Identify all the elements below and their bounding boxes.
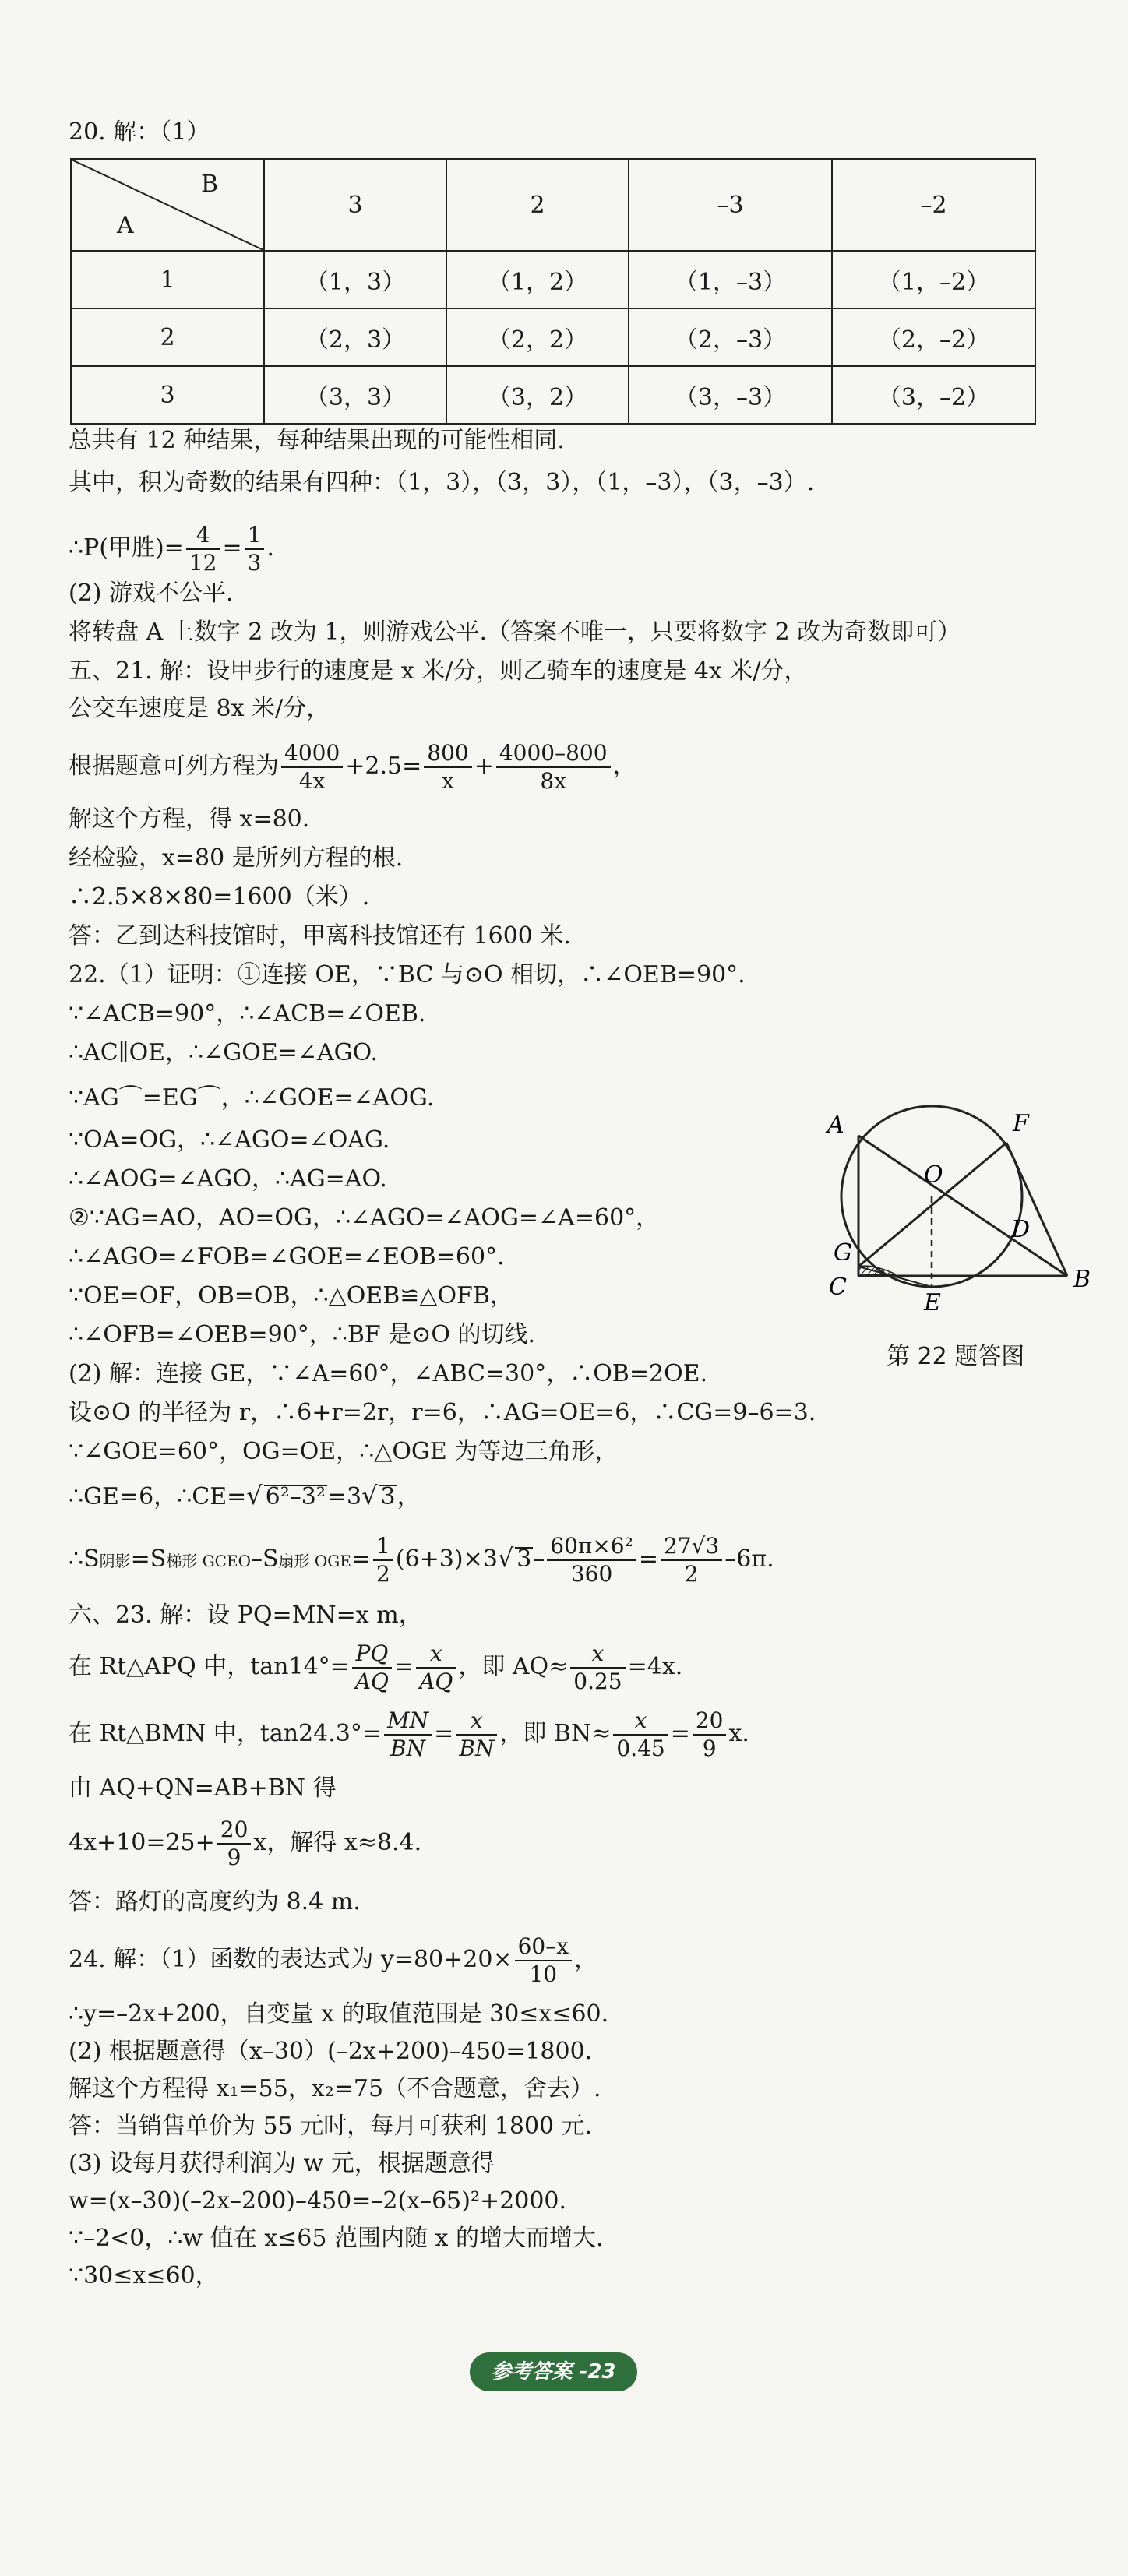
text: – xyxy=(533,1545,545,1573)
q23-line: 六、23. 解：设 PQ=MN=x m， xyxy=(69,1602,422,1629)
table-row xyxy=(71,251,1035,308)
numerator: x xyxy=(456,1710,497,1736)
q22-line: ∴∠AOG=∠AGO，∴AG=AO. xyxy=(69,1165,387,1193)
q20-line: (2) 游戏不公平. xyxy=(69,580,234,607)
text: =S xyxy=(130,1545,167,1573)
numerator: x xyxy=(613,1710,668,1736)
numerator: MN xyxy=(384,1710,432,1736)
q21-line: ∴2.5×8×80=1600（米）. xyxy=(69,883,370,911)
fraction xyxy=(613,1707,668,1761)
numerator: 4 xyxy=(186,524,220,550)
label-f: F xyxy=(1013,1110,1029,1137)
q22-line: ∵AG⌒=EG⌒，∴∠GOE=∠AOG. xyxy=(69,1084,435,1112)
fraction xyxy=(496,742,611,792)
q22-line: 22.（1）证明：①连接 OE，∵BC 与⊙O 相切，∴∠OEB=90°. xyxy=(69,961,746,988)
table-cell: （2，3） xyxy=(264,308,446,366)
q23-solve-line xyxy=(69,1812,1081,1874)
denominator: 3 xyxy=(247,550,262,576)
numerator: 1 xyxy=(373,1535,393,1561)
fraction xyxy=(661,1535,722,1585)
numerator: 20 xyxy=(693,1710,727,1736)
text: = xyxy=(434,1720,454,1747)
label-g: G xyxy=(834,1239,852,1267)
q24-line: 解这个方程得 x₁=55，x₂=75（不合题意，舍去）. xyxy=(69,2075,601,2102)
text: = xyxy=(394,1653,414,1680)
denominator: 2 xyxy=(376,1561,390,1587)
table-cell: （3，2） xyxy=(446,366,629,424)
col-header: 2 xyxy=(446,159,629,251)
table-cell: （3，3） xyxy=(264,366,446,424)
q21-equation xyxy=(69,735,1081,798)
text: 4x+10=25+ xyxy=(69,1829,215,1856)
row-label: A xyxy=(117,212,134,239)
q22-line: ∴∠AGO=∠FOB=∠GOE=∠EOB=60°. xyxy=(69,1243,505,1270)
corner-diagonal xyxy=(72,160,263,250)
q24-line: (3) 设每月获得利润为 w 元，根据题意得 xyxy=(69,2150,495,2177)
numerator: 27√3 xyxy=(661,1535,722,1561)
text: 24. 解：（1）函数的表达式为 y=80+20× xyxy=(69,1946,513,1973)
q24-line: w=(x–30)(–2x–200)–450=–2(x–65)²+2000. xyxy=(69,2187,567,2215)
col-header: –3 xyxy=(629,159,832,251)
radicand: 6²–3² xyxy=(265,1483,326,1510)
table-corner-cell xyxy=(71,159,264,251)
numerator: 800 xyxy=(424,742,471,768)
text: ， xyxy=(574,1946,597,1973)
q21-line: 五、21. 解：设甲步行的速度是 x 米/分，则乙骑车的速度是 4x 米/分， xyxy=(69,657,808,685)
denominator: AQ xyxy=(354,1669,389,1694)
q24-line: ∵30≤x≤60， xyxy=(69,2262,219,2289)
q24-line: (2) 根据题意得（x–30）(–2x+200)–450=1800. xyxy=(69,2038,593,2065)
text: 在 Rt△APQ 中，tan14°= xyxy=(69,1653,350,1680)
denominator: 9 xyxy=(702,1736,717,1761)
fraction xyxy=(570,1640,625,1694)
fraction xyxy=(373,1535,393,1585)
q24-line: 答：当销售单价为 55 元时，每月可获利 1800 元. xyxy=(69,2113,593,2140)
table-cell: （1，–2） xyxy=(832,251,1035,308)
table-cell: （3，–2） xyxy=(832,366,1035,424)
fraction xyxy=(424,742,471,792)
table-cell: （2，–3） xyxy=(629,308,832,366)
text: =4x. xyxy=(627,1653,683,1680)
fraction xyxy=(416,1640,456,1694)
numerator: 1 xyxy=(245,524,265,550)
q21-line: 经检验，x=80 是所列方程的根. xyxy=(69,844,404,872)
text: ∴S xyxy=(69,1545,100,1573)
q20-line: 将转盘 A 上数字 2 改为 1，则游戏公平.（答案不唯一，只要将数字 2 改为奇数即可） xyxy=(69,618,961,646)
numerator: 4000 xyxy=(281,742,343,768)
radical-sign: √ xyxy=(497,1543,514,1573)
table-cell: （1，2） xyxy=(446,251,629,308)
row-header: 1 xyxy=(71,251,264,308)
denominator: 8x xyxy=(540,768,566,794)
text: ∴GE=6，∴CE= xyxy=(69,1483,247,1510)
radical-sign: √ xyxy=(246,1481,263,1510)
fraction xyxy=(281,742,343,792)
row-header: 2 xyxy=(71,308,264,366)
denominator: AQ xyxy=(419,1669,453,1694)
q24-line: ∴y=–2x+200，自变量 x 的取值范围是 30≤x≤60. xyxy=(69,2000,609,2028)
label-e: E xyxy=(924,1289,941,1316)
subscript: 梯形 GCEO xyxy=(166,1552,251,1570)
denominator: 10 xyxy=(529,1961,558,1987)
text: ∴P(甲胜)= xyxy=(69,534,184,562)
denominator: x xyxy=(442,768,454,794)
q21-line: 解这个方程，得 x=80. xyxy=(69,805,310,833)
numerator: x xyxy=(570,1643,625,1669)
fraction xyxy=(456,1707,497,1761)
q20-line: 总共有 12 种结果，每种结果出现的可能性相同. xyxy=(69,427,565,454)
denominator: 0.45 xyxy=(616,1736,665,1761)
q22-ce-line xyxy=(69,1480,1081,1513)
table-cell: （1，3） xyxy=(264,251,446,308)
q22-area-line xyxy=(69,1527,1081,1592)
fraction xyxy=(547,1535,636,1585)
radicand: 3 xyxy=(380,1483,396,1510)
col-header: 3 xyxy=(264,159,446,251)
q22-line: 设⊙O 的半径为 r，∴6+r=2r，r=6，∴AG=OE=6，∴CG=9–6=3. xyxy=(69,1399,816,1426)
radicand: 3 xyxy=(516,1545,532,1573)
text: 在 Rt△BMN 中，tan24.3°= xyxy=(69,1720,382,1747)
table-cell: （3，–3） xyxy=(629,366,832,424)
q23-aq-line xyxy=(69,1636,1081,1698)
fraction xyxy=(245,524,265,574)
numerator: x xyxy=(416,1643,456,1669)
label-d: D xyxy=(1011,1216,1031,1243)
q20-line: 其中，积为奇数的结果有四种：（1，3），（3，3），（1，–3），（3，–3）. xyxy=(69,469,815,496)
table-cell: （2，2） xyxy=(446,308,629,366)
row-header: 3 xyxy=(71,366,264,424)
label-b: B xyxy=(1073,1266,1091,1293)
table-header-row xyxy=(71,159,1035,251)
text: ， xyxy=(612,752,636,780)
q21-line: 公交车速度是 8x 米/分， xyxy=(69,695,330,722)
q22-line: ∴∠OFB=∠OEB=90°，∴BF 是⊙O 的切线. xyxy=(69,1321,536,1348)
fraction xyxy=(515,1933,572,1987)
fraction xyxy=(217,1819,252,1869)
numerator: PQ xyxy=(352,1643,392,1669)
subscript: 扇形 OGE xyxy=(278,1552,351,1570)
text: x，解得 x≈8.4. xyxy=(253,1829,422,1856)
numerator: 20 xyxy=(217,1819,252,1845)
text: ，即 AQ≈ xyxy=(458,1653,569,1680)
text: =3 xyxy=(326,1483,362,1510)
numerator: 60π×6² xyxy=(547,1535,636,1561)
table-row xyxy=(71,366,1035,424)
denominator: 12 xyxy=(189,550,217,576)
text: = xyxy=(670,1720,690,1747)
denominator: BN xyxy=(390,1736,426,1761)
q24-function-line xyxy=(69,1929,1081,1991)
denominator: 2 xyxy=(684,1561,699,1587)
text: + xyxy=(474,752,494,780)
denominator: 4x xyxy=(298,768,326,794)
q23-bn-line xyxy=(69,1703,1081,1765)
denominator: 360 xyxy=(570,1561,613,1587)
label-c: C xyxy=(829,1274,847,1301)
q20-probability xyxy=(69,517,1081,580)
q24-line: ∵–2<0，∴w 值在 x≤65 范围内随 x 的增大而增大. xyxy=(69,2225,604,2252)
q22-line: ②∵AG=AO，AO=OG，∴∠AGO=∠AOG=∠A=60°， xyxy=(69,1204,660,1232)
outcome-table xyxy=(70,158,1036,425)
text: . xyxy=(266,534,274,562)
text: +2.5= xyxy=(345,752,422,780)
q22-line: ∵∠GOE=60°，OG=OE，∴△OGE 为等边三角形， xyxy=(69,1438,619,1465)
denominator: BN xyxy=(459,1736,495,1761)
q22-line: ∵∠ACB=90°，∴∠ACB=∠OEB. xyxy=(69,1000,426,1027)
text: –6π. xyxy=(724,1545,774,1573)
numerator: 4000–800 xyxy=(496,742,611,768)
q23-line: 答：路灯的高度约为 8.4 m. xyxy=(69,1888,361,1915)
q22-line: ∴AC∥OE，∴∠GOE=∠AGO. xyxy=(69,1039,379,1066)
text: x. xyxy=(728,1720,749,1747)
text: (6+3)×3 xyxy=(395,1545,498,1573)
q20-heading: 20. 解：（1） xyxy=(69,118,210,146)
text: ，即 BN≈ xyxy=(499,1720,612,1747)
text: = xyxy=(351,1545,372,1573)
numerator: 60–x xyxy=(515,1936,572,1961)
text: = xyxy=(638,1545,658,1573)
label-o: O xyxy=(924,1161,943,1189)
table-row xyxy=(71,308,1035,366)
radical-sign: √ xyxy=(361,1481,378,1510)
fraction xyxy=(186,524,220,574)
q22-line: ∵OA=OG，∴∠AGO=∠OAG. xyxy=(69,1126,390,1154)
shaded-region xyxy=(858,1266,896,1275)
text: 根据题意可列方程为 xyxy=(69,752,279,780)
table-cell: （2，–2） xyxy=(832,308,1035,366)
fraction xyxy=(384,1707,432,1761)
page-number-badge: 参考答案 -23 xyxy=(470,2352,637,2391)
denominator: 9 xyxy=(227,1845,241,1870)
denominator: 0.25 xyxy=(573,1669,622,1694)
q22-line: (2) 解：连接 GE，∵∠A=60°，∠ABC=30°，∴OB=2OE. xyxy=(69,1360,708,1387)
text: = xyxy=(222,534,242,562)
q21-line: 答：乙到达科技馆时，甲离科技馆还有 1600 米. xyxy=(69,922,571,950)
q23-line: 由 AQ+QN=AB+BN 得 xyxy=(69,1774,337,1802)
subscript: 阴影 xyxy=(99,1552,131,1570)
col-header: –2 xyxy=(832,159,1035,251)
text: ， xyxy=(397,1483,421,1510)
text: –S xyxy=(250,1545,279,1573)
q22-line: ∵OE=OF，OB=OB，∴△OEB≌△OFB， xyxy=(69,1282,513,1309)
label-a: A xyxy=(827,1112,844,1139)
table-cell: （1，–3） xyxy=(629,251,832,308)
col-label: B xyxy=(200,171,218,198)
figure-caption: 第 22 题答图 xyxy=(887,1343,1025,1370)
fraction xyxy=(352,1640,392,1694)
fraction xyxy=(693,1707,727,1761)
